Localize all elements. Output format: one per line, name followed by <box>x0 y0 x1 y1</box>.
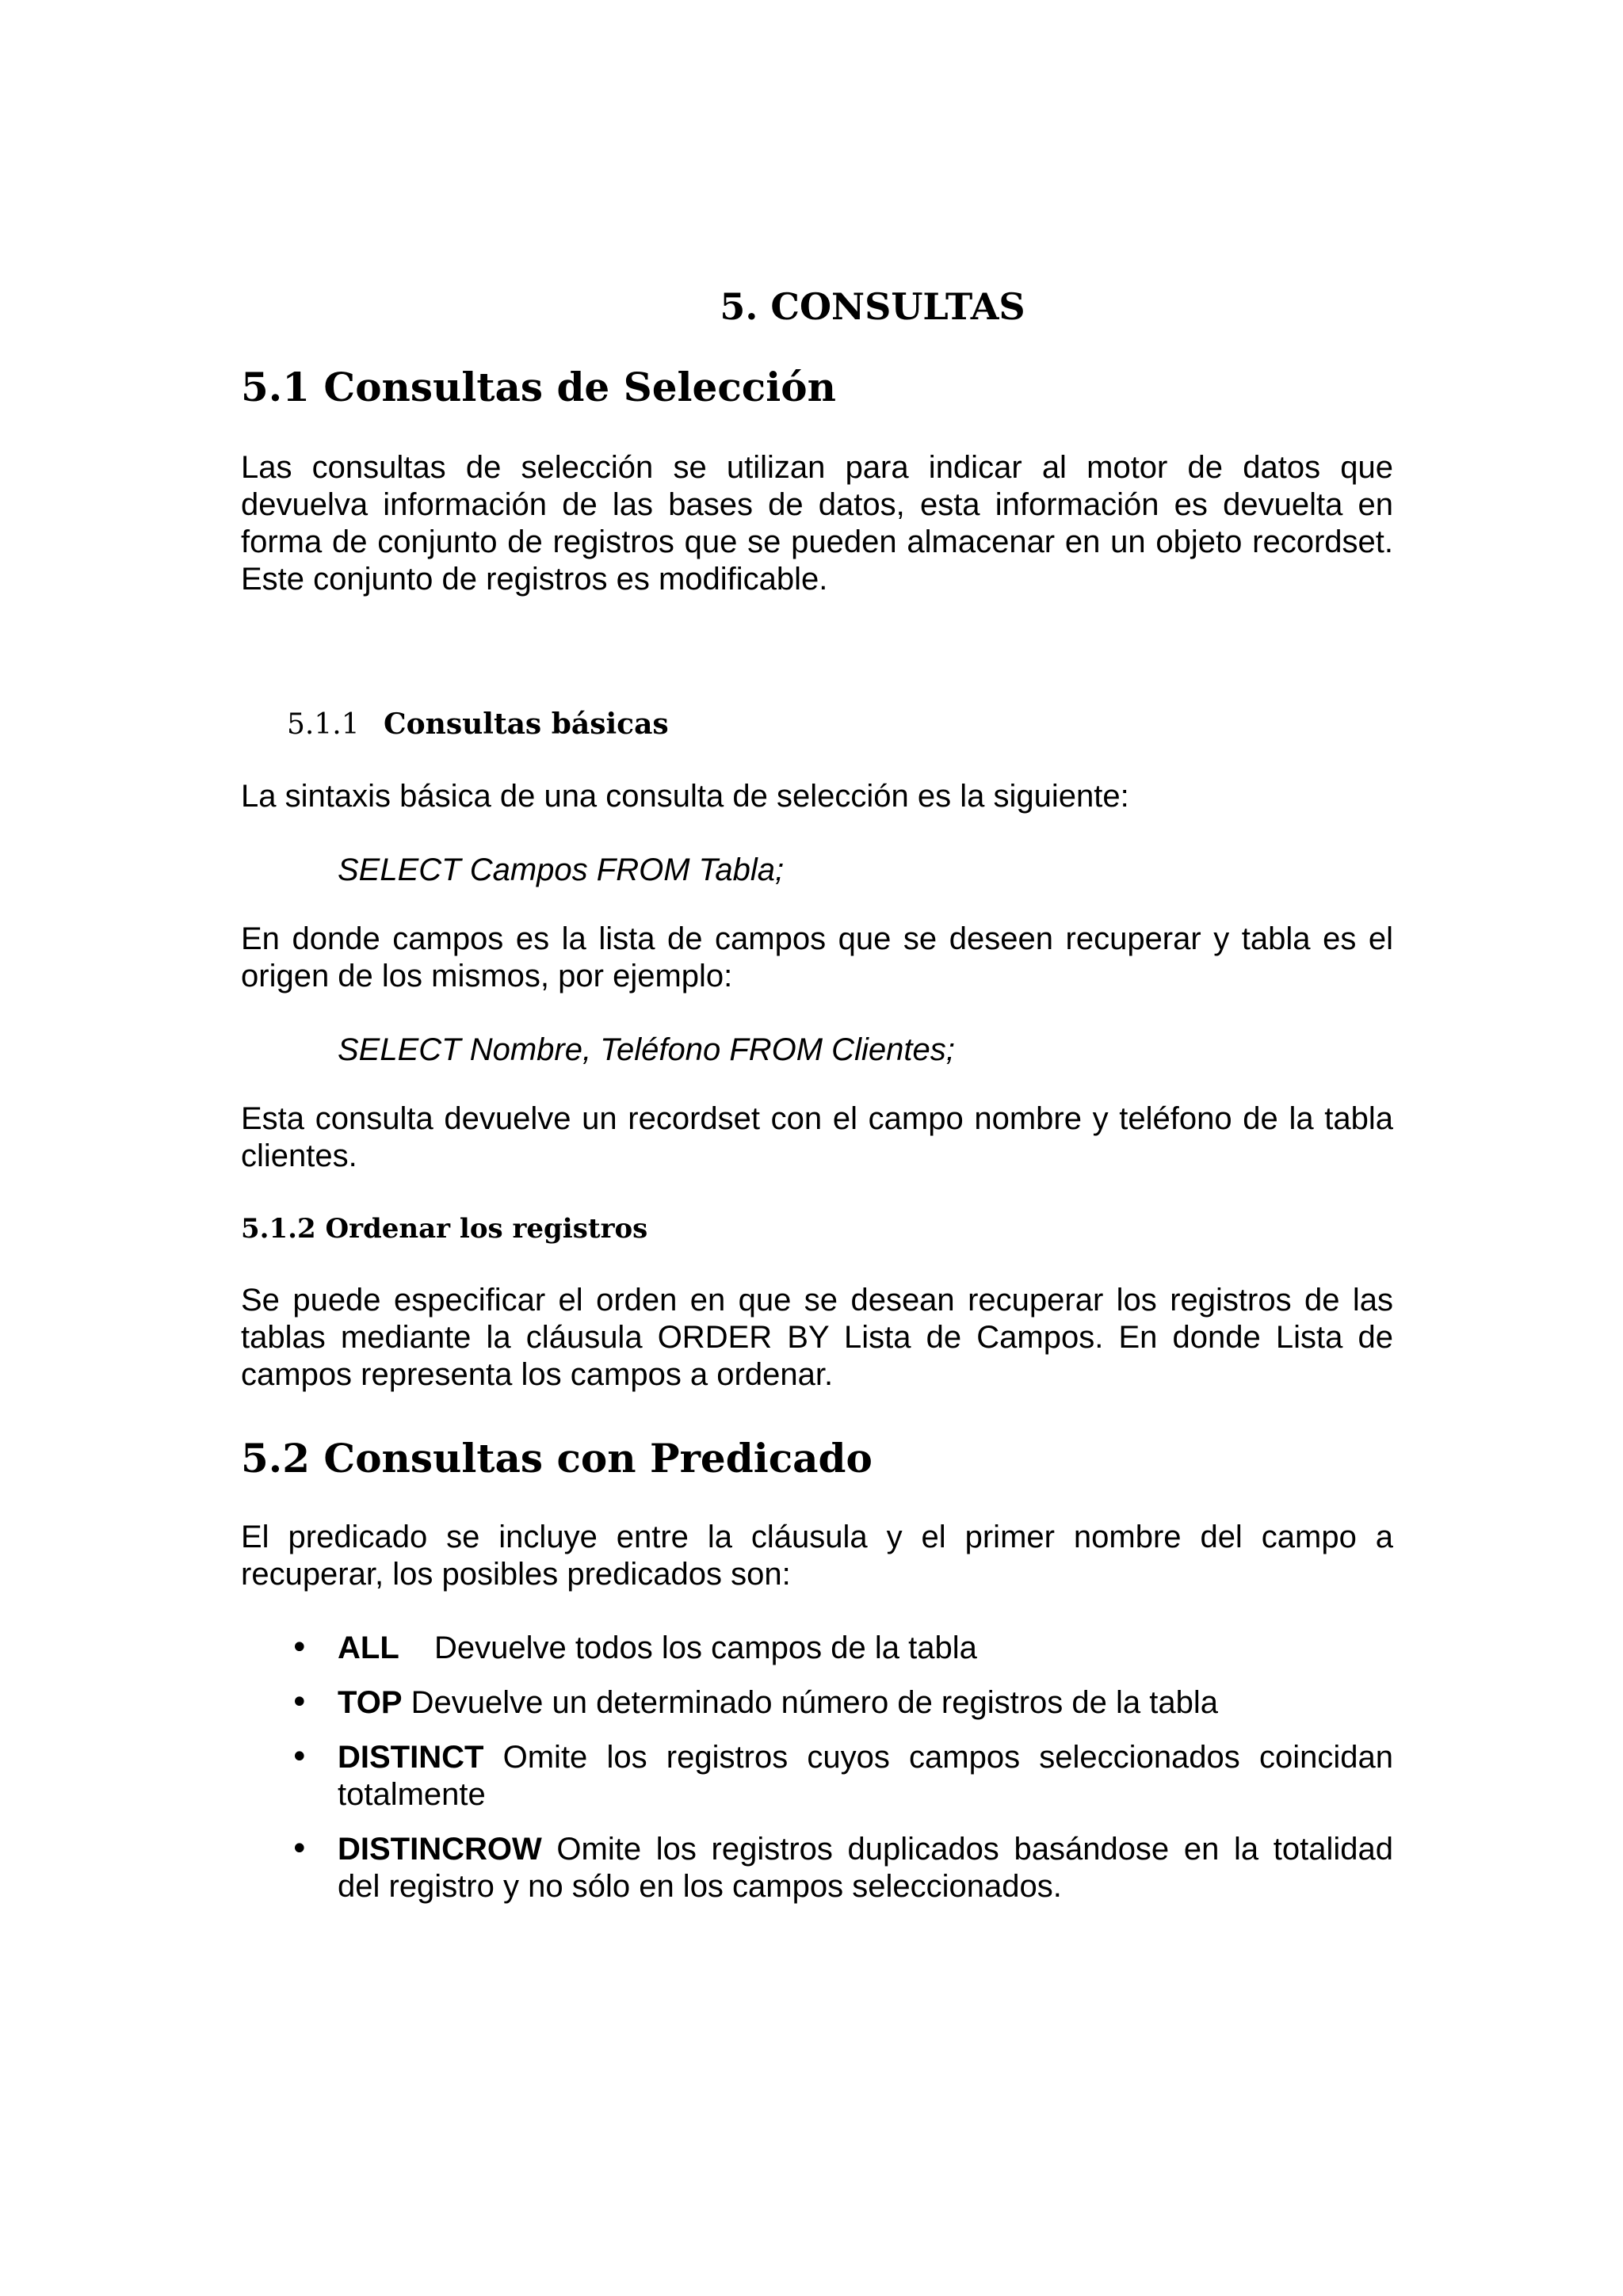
syntax-explanation: En donde campos es la lista de campos que se deseen recuperar y tabla es el origen de los mismos, por ejemplo: <box>241 921 1393 994</box>
syntax-code: SELECT Campos FROM Tabla; <box>338 852 785 888</box>
predicate-description: Devuelve todos los campos de la tabla <box>434 1630 977 1666</box>
bullet-icon: • <box>290 1684 309 1722</box>
example-result: Esta consulta devuelve un recordset con el campo nombre y teléfono de la tabla clientes. <box>241 1101 1393 1174</box>
bullet-icon: • <box>290 1739 309 1776</box>
order-paragraph: Se puede especificar el orden en que se desean recuperar los registros de las tablas mediante la cláusula ORDER BY Lista de Campos. En donde Lista de campos representa los campos a ordenar. <box>241 1283 1393 1393</box>
section-5-1-heading: 5.1 Consultas de Selección <box>241 364 836 411</box>
predicate-term: DISTINCT <box>338 1740 484 1775</box>
predicate-term: ALL <box>338 1630 399 1666</box>
list-item-distincrow <box>241 1831 1393 1905</box>
section-5-2-heading: 5.2 Consultas con Predicado <box>241 1435 873 1482</box>
subsection-number: 5.1.1 <box>287 708 360 742</box>
example-code: SELECT Nombre, Teléfono FROM Clientes; <box>338 1032 955 1068</box>
section-5-2-paragraph: El predicado se incluye entre la cláusula y el primer nombre del campo a recuperar, los posibles predicados son: <box>241 1520 1393 1592</box>
subsection-5-1-2-heading: 5.1.2 Ordenar los registros <box>241 1213 648 1245</box>
syntax-intro: La sintaxis básica de una consulta de selección es la siguiente: <box>241 779 1129 814</box>
predicate-description: Omite los registros cuyos campos seleccionados coincidan totalmente <box>338 1740 1393 1813</box>
predicate-term: DISTINCROW <box>338 1832 542 1867</box>
list-item-distinct <box>241 1739 1393 1814</box>
predicate-list <box>241 1630 1393 1905</box>
chapter-title: 5. CONSULTAS <box>720 285 1025 328</box>
list-item-all <box>241 1630 1393 1667</box>
subsection-title: Consultas básicas <box>384 707 669 742</box>
predicate-description: Devuelve un determinado número de registros de la tabla <box>402 1685 1219 1721</box>
bullet-icon: • <box>290 1831 309 1868</box>
subsection-5-1-1-heading <box>287 707 1393 742</box>
bullet-icon: • <box>290 1630 309 1667</box>
predicate-description: Omite los registros duplicados basándose en la totalidad del registro y no sólo en los campos seleccionados. <box>338 1832 1393 1905</box>
section-5-1-paragraph: Las consultas de selección se utilizan para indicar al motor de datos que devuelva información de las bases de datos, esta información es devuelta en forma de conjunto de registros que se pueden almacenar en un objeto recordset. Este conjunto de registros es modificable. <box>241 450 1393 597</box>
predicate-term: TOP <box>338 1685 403 1721</box>
page-content <box>241 285 1393 1923</box>
list-item-top <box>241 1684 1393 1722</box>
